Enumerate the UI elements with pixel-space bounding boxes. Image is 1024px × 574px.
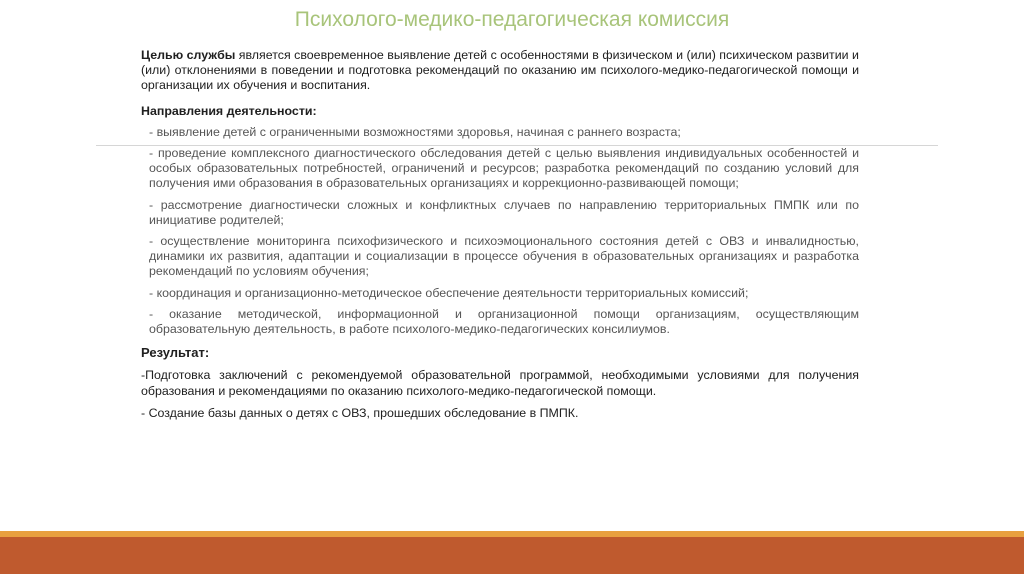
intro-bold: Целью службы [141, 48, 236, 62]
direction-item: - осуществление мониторинга психофизического и психоэмоционального состояния детей с ОВЗ и инвалидностью, динамики их развития, адаптации и социализации в процессе обучения в образовательных организациях и разработка рекомендаций по условиям обучения; [149, 234, 859, 279]
direction-item: - выявление детей с ограниченными возможностями здоровья, начиная с раннего возраста; [149, 124, 681, 139]
intro-paragraph [141, 48, 859, 94]
direction-item: - координация и организационно-методическое обеспечение деятельности территориальных комиссий; [149, 285, 749, 300]
footer-bar [0, 537, 1024, 574]
directions-heading: Направления деятельности: [141, 103, 317, 118]
result-item: - Создание базы данных о детях с ОВЗ, прошедших обследование в ПМПК. [141, 405, 579, 420]
intro-text: является своевременное выявление детей с особенностями в физическом и (или) психическом развитии и (или) отклонениями в поведении и подготовка рекомендаций по оказанию им психолого-медико-педагогической помощи и организации их обучения и воспитания. [141, 48, 859, 93]
result-item: -Подготовка заключений с рекомендуемой образовательной программой, необходимыми условиями для получения образования и рекомендациями по оказанию психолого-медико-педагогической помощи. [141, 368, 859, 398]
slide-content [141, 48, 859, 428]
direction-item: - оказание методической, информационной и организационной помощи организациям, осуществляющим образовательную деятельность, в работе психолого-медико-педагогических консилиумов. [149, 306, 859, 337]
direction-item: - рассмотрение диагностически сложных и конфликтных случаев по направлению территориальных ПМПК или по инициативе родителей; [149, 197, 859, 227]
result-heading: Результат: [141, 345, 210, 361]
slide-title: Психолого-медико-педагогическая комиссия [294, 8, 730, 31]
direction-item: - проведение комплексного диагностического обследования детей с целью выявления индивидуальных особенностей и особых образовательных потребностей, ограничений и ресурсов; разработка рекомендаций по созданию условий для получения ими образования в образовательных организациях и коррекционно-развивающей помощи; [149, 146, 859, 191]
